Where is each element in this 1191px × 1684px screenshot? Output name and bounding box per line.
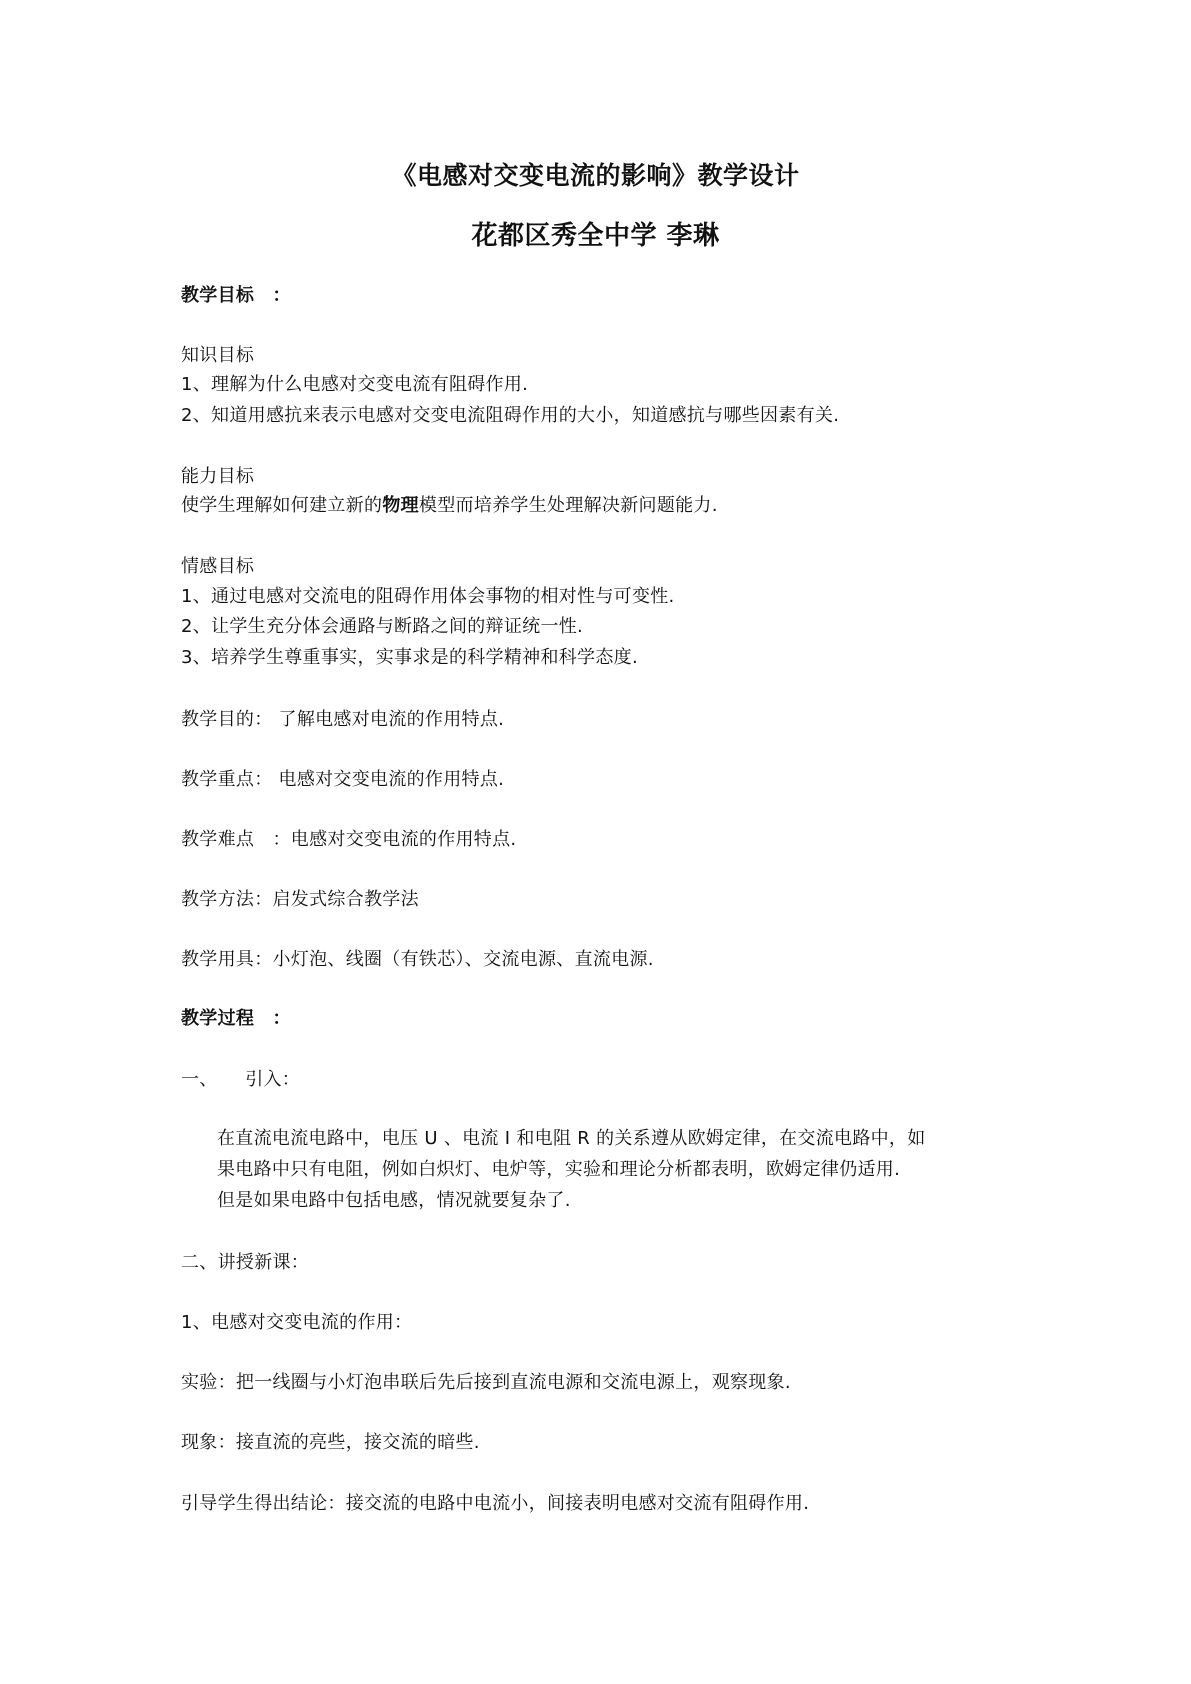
ability-text-pre: 使学生理解如何建立新的 [181, 495, 383, 516]
emotion-item-1: 1、通过电感对交流电的阻碍作用体会事物的相对性与可变性. [181, 586, 675, 607]
knowledge-item-2: 2、知道用感抗来表示电感对交变电流阻碍作用的大小，知道感抗与哪些因素有关. [181, 405, 840, 426]
teaching-purpose: 教学目的： 了解电感对电流的作用特点. [181, 709, 505, 730]
ability-item-1 [181, 491, 718, 517]
emotion-item-3: 3、培养学生尊重事实，实事求是的科学精神和科学态度. [181, 647, 638, 668]
section-1-heading: 1、电感对交变电流的作用： [181, 1312, 413, 1333]
knowledge-item-1: 1、理解为什么电感对交变电流有阻碍作用. [181, 374, 529, 395]
intro-paragraph-line-1: 在直流电流电路中，电压 U 、电流 I 和电阻 R 的关系遵从欧姆定律，在交流电路中，如 [217, 1128, 926, 1149]
teaching-difficulty: 教学难点 ：电感对交变电流的作用特点. [181, 829, 517, 850]
intro-paragraph-line-2: 果电路中只有电阻，例如白炽灯、电炉等，实验和理论分析都表明，欧姆定律仍适用. [217, 1159, 901, 1180]
teaching-tools: 教学用具：小灯泡、线圈（有铁芯）、交流电源、直流电源. [181, 949, 654, 970]
conclusion-text: 引导学生得出结论：接交流的电路中电流小，间接表明电感对交流有阻碍作用. [181, 1493, 810, 1514]
ability-heading: 能力目标 [181, 466, 255, 487]
emotion-heading: 情感目标 [181, 556, 255, 577]
emotion-item-2: 2、让学生充分体会通路与断路之间的辩证统一性. [181, 616, 584, 637]
objectives-heading: 教学目标 ： [181, 285, 291, 306]
new-lesson-heading: 二、讲授新课： [181, 1252, 310, 1273]
ability-text-post: 模型而培养学生处理解决新问题能力. [418, 495, 718, 516]
intro-paragraph-line-3: 但是如果电路中包括电感，情况就要复杂了. [217, 1190, 571, 1211]
ability-text-bold: 物理 [382, 495, 419, 516]
knowledge-heading: 知识目标 [181, 345, 255, 366]
process-heading: 教学过程 ： [181, 1008, 291, 1029]
document-title: 《电感对交变电流的影响》教学设计 [391, 161, 800, 190]
document-author: 花都区秀全中学 李琳 [471, 221, 720, 251]
phenomenon-text: 现象：接直流的亮些，接交流的暗些. [181, 1432, 480, 1453]
teaching-key-point: 教学重点： 电感对交变电流的作用特点. [181, 769, 505, 790]
teaching-method: 教学方法：启发式综合教学法 [181, 889, 419, 910]
intro-heading: 一、 引入： [181, 1069, 301, 1090]
experiment-text: 实验：把一线圈与小灯泡串联后先后接到直流电源和交流电源上，观察现象. [181, 1372, 791, 1393]
